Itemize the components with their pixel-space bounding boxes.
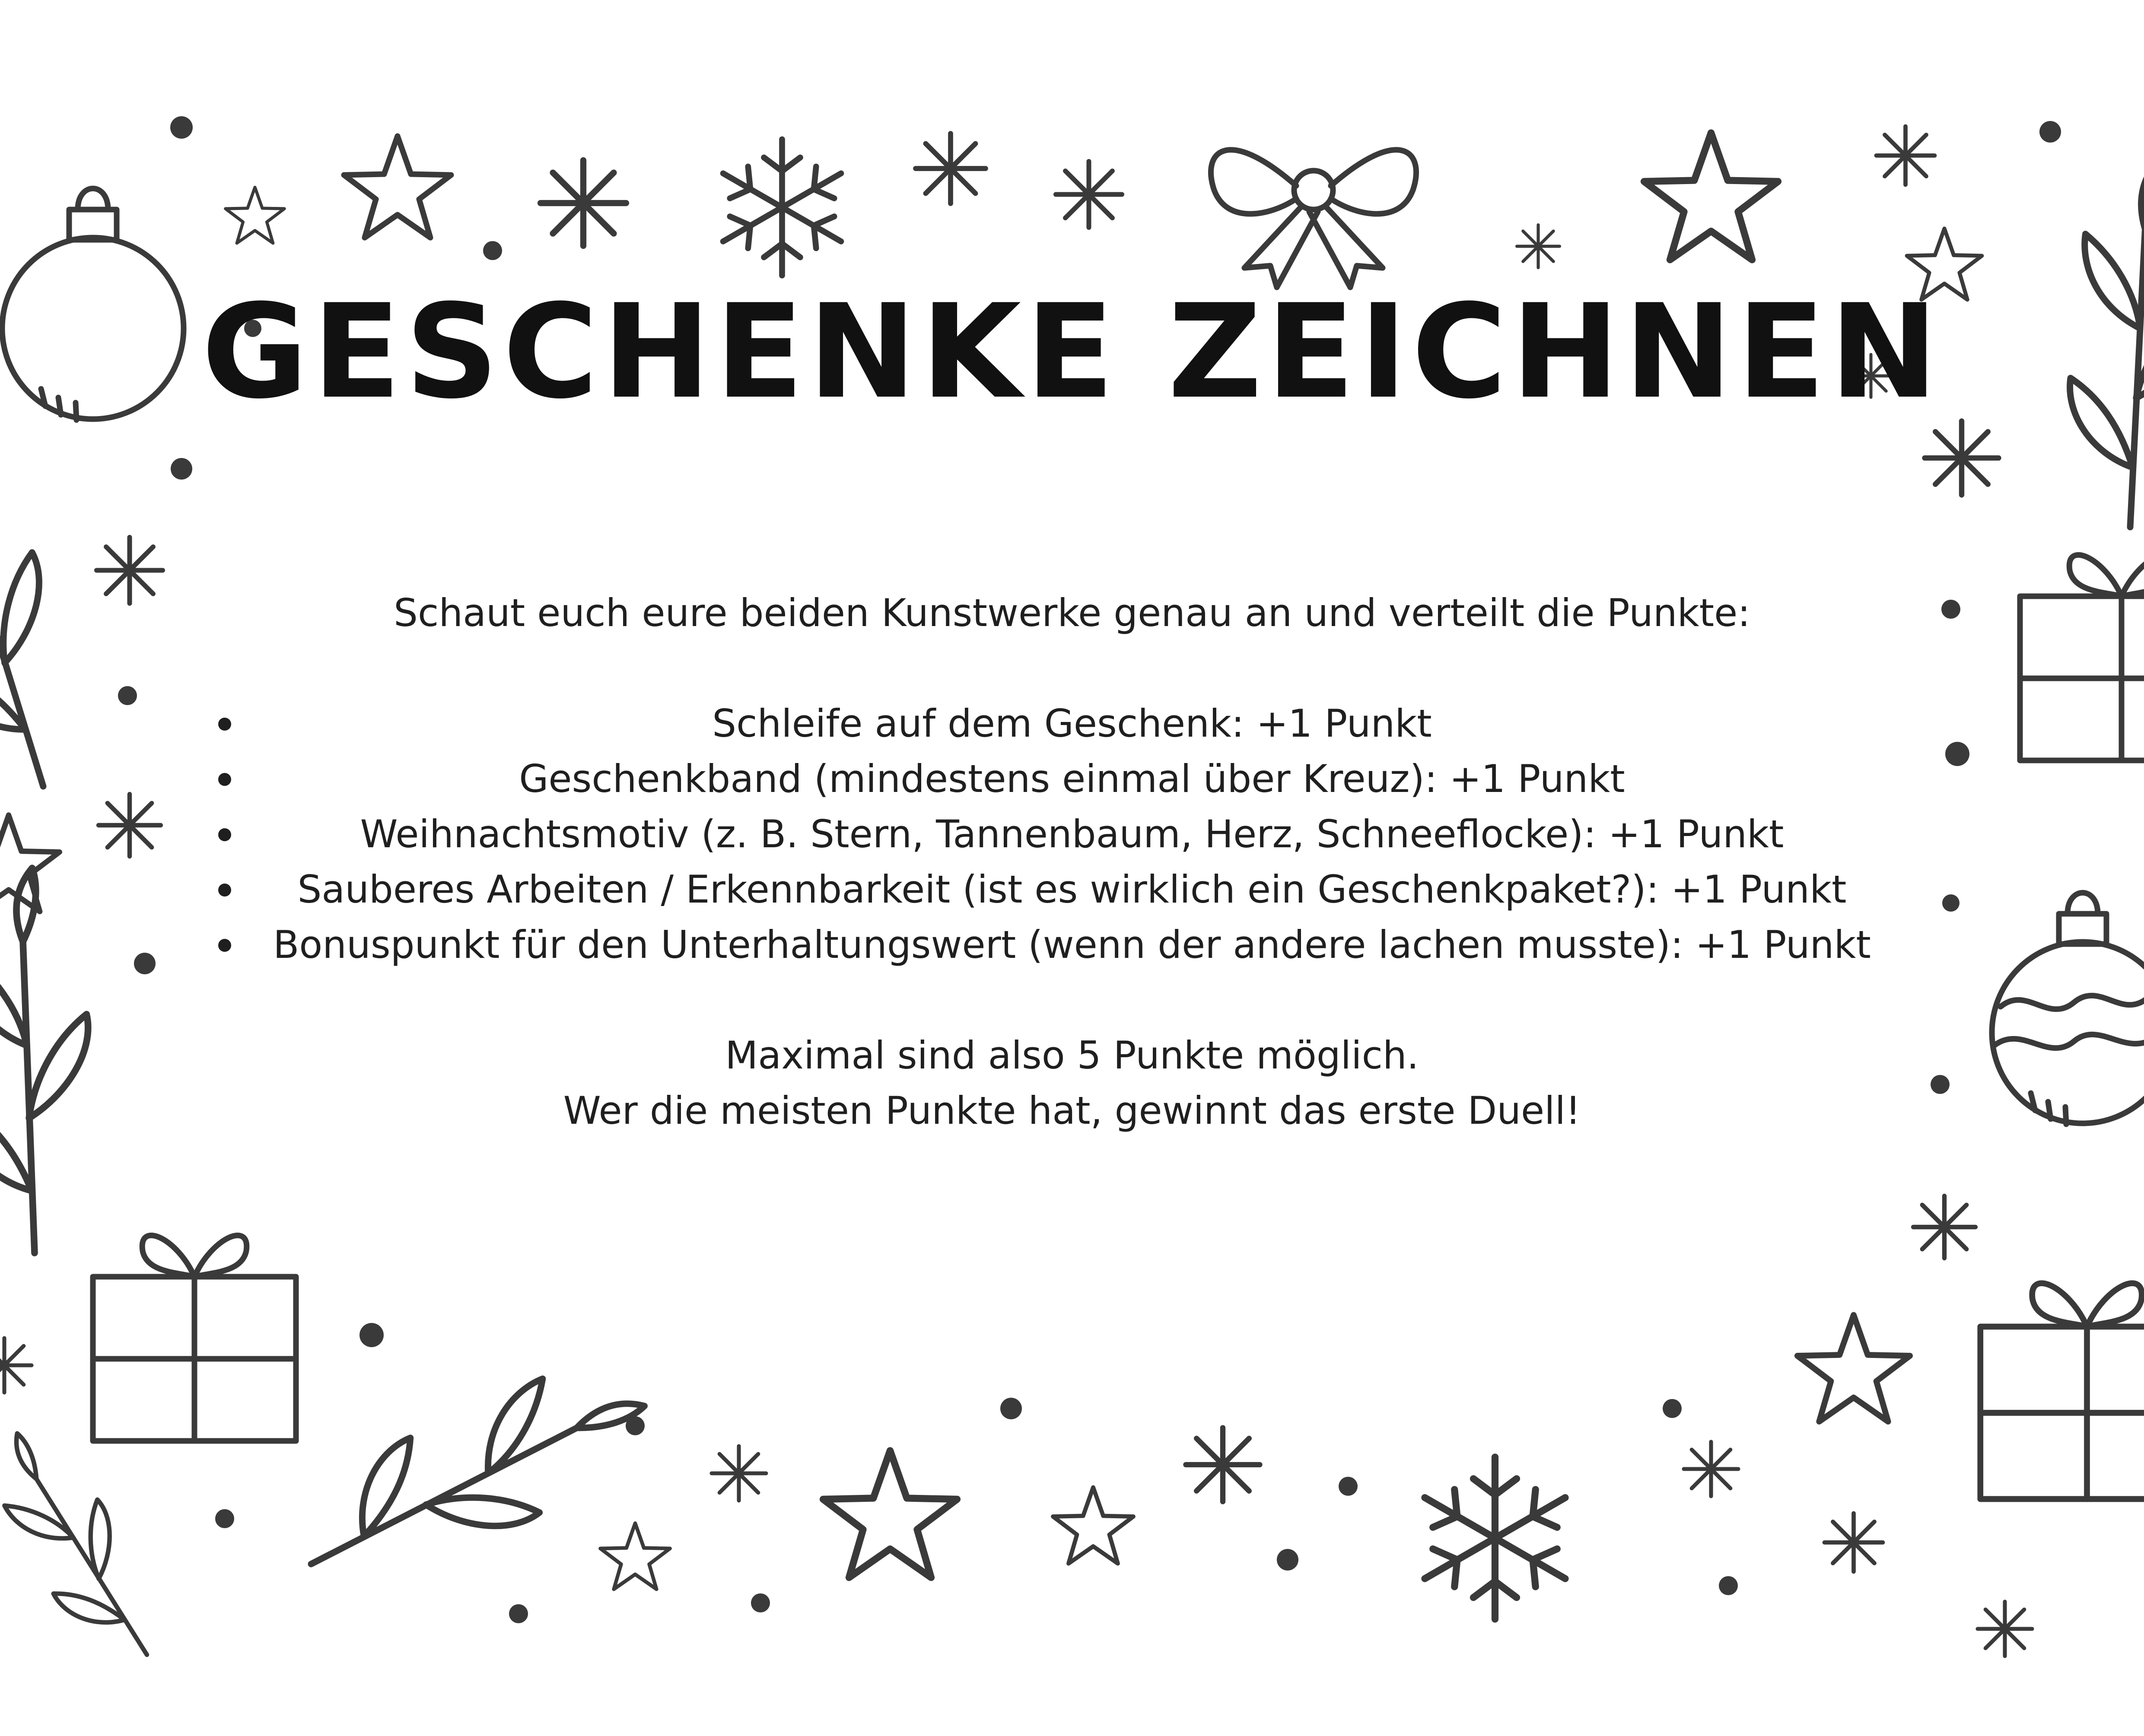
snowflake-icon — [1425, 1457, 1565, 1619]
sparkle-icon — [1913, 1196, 1975, 1258]
rules-content — [0, 585, 2144, 1138]
sparkle-icon — [1825, 1513, 1883, 1572]
summary — [0, 1028, 2144, 1138]
gift-icon — [93, 1235, 296, 1441]
list-item — [0, 917, 2144, 973]
criterion-text: Sauberes Arbeiten / Erkennbarkeit (ist es wirklich ein Geschenkpaket?): +1 Punkt — [297, 867, 1847, 912]
bullet-icon — [218, 828, 231, 841]
list-item — [0, 751, 2144, 807]
summary-line: Maximal sind also 5 Punkte möglich. — [725, 1033, 1419, 1078]
sparkle-icon — [1877, 127, 1935, 185]
star-icon — [1053, 1488, 1133, 1564]
page-title: GESCHENKE ZEICHNEN — [201, 277, 1943, 427]
criterion-text: Weihnachtsmotiv (z. B. Stern, Tannenbaum, Herz, Schneeflocke): +1 Punkt — [360, 812, 1784, 856]
list-item — [0, 807, 2144, 862]
criteria-list — [0, 696, 2144, 973]
branch-icon — [281, 1328, 665, 1625]
criterion-text: Schleife auf dem Geschenk: +1 Punkt — [712, 701, 1432, 746]
snowflake-icon — [723, 140, 841, 276]
sparkle-icon — [712, 1446, 766, 1501]
intro-text: Schaut euch eure beiden Kunstwerke genau an und verteilt die Punkte: — [394, 591, 1750, 635]
sparkle-icon — [1925, 421, 1999, 495]
sparkle-icon — [0, 1338, 32, 1393]
star-icon — [344, 136, 451, 238]
star-icon — [600, 1523, 670, 1590]
gift-icon — [1980, 1283, 2144, 1499]
sparkle-icon — [541, 160, 626, 246]
list-item — [0, 862, 2144, 917]
sparkle-icon — [1056, 162, 1122, 228]
star-icon — [226, 188, 284, 243]
sparkle-icon — [1978, 1602, 2032, 1656]
sparkle-icon — [1186, 1428, 1260, 1502]
sparkle-icon — [1684, 1442, 1738, 1496]
bullet-icon — [218, 773, 231, 786]
sparkle-icon — [916, 134, 986, 203]
branch-icon — [0, 1417, 187, 1679]
sparkle-icon — [1517, 225, 1560, 268]
bullet-icon — [218, 884, 231, 897]
bullet-icon — [218, 939, 231, 952]
criterion-text: Geschenkband (mindestens einmal über Kreuz): +1 Punkt — [519, 757, 1625, 801]
star-icon — [1797, 1315, 1910, 1422]
bullet-icon — [218, 718, 231, 731]
list-item — [0, 696, 2144, 751]
star-icon — [823, 1451, 957, 1578]
criterion-text: Bonuspunkt für den Unterhaltungswert (wenn der andere lachen musste): +1 Punkt — [273, 922, 1871, 967]
summary-line: Wer die meisten Punkte hat, gewinnt das erste Duell! — [563, 1088, 1581, 1133]
bow-icon — [1211, 150, 1416, 287]
star-icon — [1644, 133, 1778, 260]
